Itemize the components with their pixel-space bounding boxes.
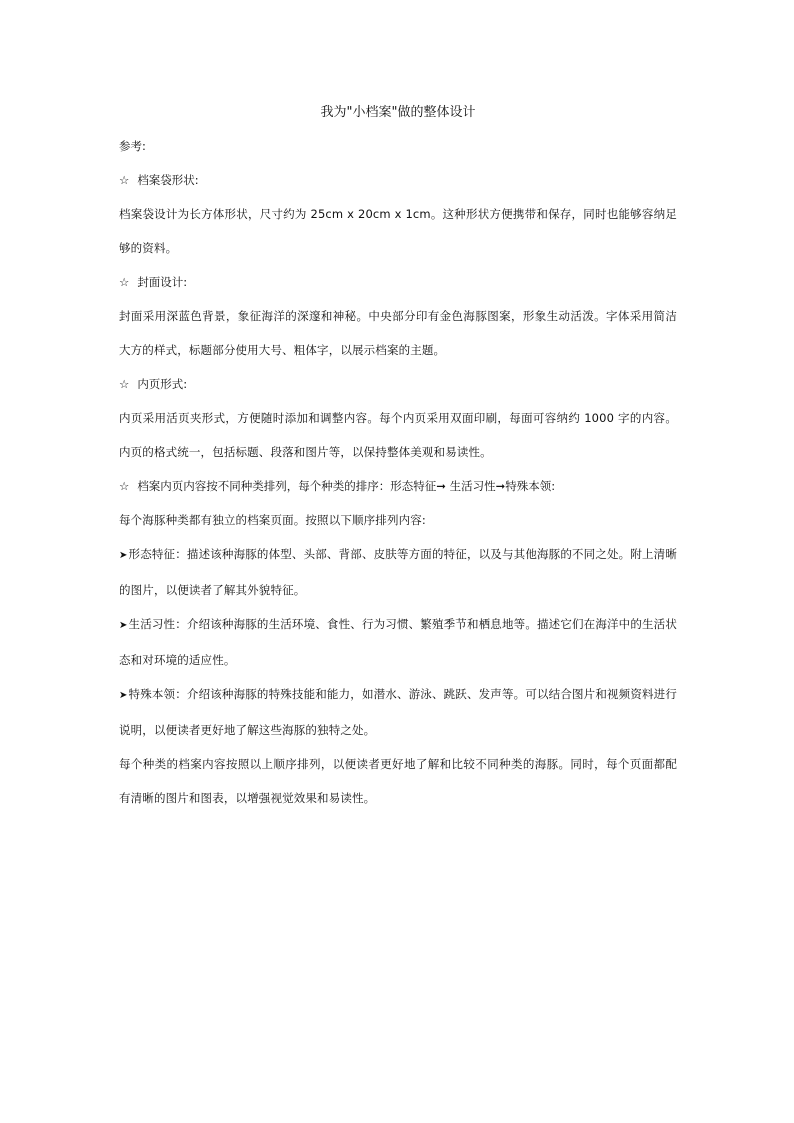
- reference-label: 参考:: [119, 139, 146, 153]
- arrow-bullet-icon: ➤: [119, 690, 128, 701]
- star-icon: ☆: [119, 377, 130, 391]
- section-body-cover: 封面采用深蓝色背景，象征海洋的深邃和神秘。中央部分印有金色海豚图案，形象生动活泼。字体采用简洁大方的样式，标题部分使用大号、粗体字，以展示档案的主题。: [119, 309, 677, 357]
- document-title: 我为"小档案"做的整体设计: [320, 105, 476, 120]
- section-heading-order: [119, 469, 677, 503]
- order-intro: 每个海豚种类都有独立的档案页面。按照以下顺序排列内容:: [119, 513, 426, 527]
- section-heading-order-text: 档案内页内容按不同种类排列，每个种类的排序：形态特征➞ 生活习性➞特殊本领:: [137, 479, 556, 493]
- closing-paragraph: 每个种类的档案内容按照以上顺序排列，以便读者更好地了解和比较不同种类的海豚。同时，每个页面都配有清晰的图片和图表，以增强视觉效果和易读性。: [119, 757, 677, 805]
- list-item: [119, 537, 677, 607]
- section-heading-shape-text: 档案袋形状:: [137, 173, 199, 187]
- star-icon: ☆: [119, 275, 130, 289]
- section-body-shape: 档案袋设计为长方体形状，尺寸约为 25cm x 20cm x 1cm。这种形状方便携带和保存，同时也能够容纳足够的资料。: [119, 207, 677, 255]
- arrow-bullet-icon: ➤: [119, 620, 128, 631]
- section-body-inner: 内页采用活页夹形式，方便随时添加和调整内容。每个内页采用双面印刷，每面可容纳约 1000 字的内容。内页的格式统一，包括标题、段落和图片等，以保持整体美观和易读性。: [119, 411, 677, 459]
- section-heading-inner: [119, 367, 677, 401]
- arrow-bullet-icon: ➤: [119, 550, 128, 561]
- star-icon: ☆: [119, 173, 130, 187]
- list-item: [119, 677, 677, 747]
- star-icon: ☆: [119, 479, 130, 493]
- section-heading-inner-text: 内页形式:: [137, 377, 188, 391]
- section-heading-cover-text: 封面设计:: [137, 275, 188, 289]
- document-page: [119, 100, 677, 815]
- list-item-text: 特殊本领：介绍该种海豚的特殊技能和能力，如潜水、游泳、跳跃、发声等。可以结合图片和视频资料进行说明，以便读者更好地了解这些海豚的独特之处。: [119, 687, 677, 737]
- list-item: [119, 607, 677, 677]
- section-heading-shape: [119, 163, 677, 197]
- section-heading-cover: [119, 265, 677, 299]
- list-item-text: 生活习性：介绍该种海豚的生活环境、食性、行为习惯、繁殖季节和栖息地等。描述它们在海洋中的生活状态和对环境的适应性。: [119, 617, 677, 667]
- list-item-text: 形态特征：描述该种海豚的体型、头部、背部、皮肤等方面的特征，以及与其他海豚的不同之处。附上清晰的图片，以便读者了解其外貌特征。: [119, 547, 677, 597]
